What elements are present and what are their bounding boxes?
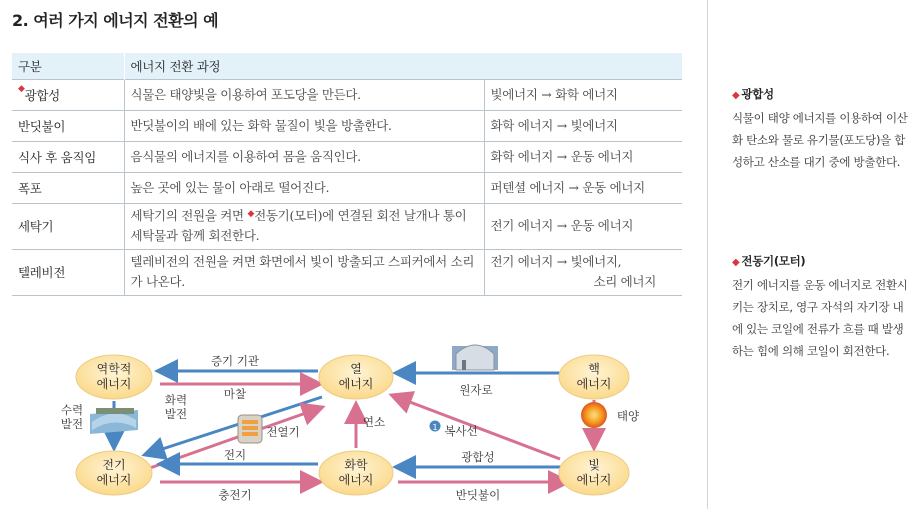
row-conversion-line2: 소리 에너지 <box>593 274 656 289</box>
label-thermal-plant-2: 발전 <box>164 407 188 421</box>
label-thermal-plant-1: 화력 <box>164 393 188 407</box>
row-process-marked: 전동기(모터)에 연결된 회전 날개나 통이 세탁물과 함께 회전한다. <box>130 208 467 243</box>
row-name: 세탁기 <box>12 203 124 249</box>
label-combustion: 연소 <box>362 415 386 429</box>
svg-text:에너지: 에너지 <box>96 377 132 391</box>
note-title: ◆ 광합성 <box>732 87 774 101</box>
label-firefly: 반딧불이 <box>455 488 501 502</box>
node-electric-energy <box>76 451 152 495</box>
table-row <box>12 249 682 295</box>
reactor-illustration <box>452 345 498 370</box>
node-heat-energy <box>319 355 393 399</box>
svg-text:에너지: 에너지 <box>338 377 374 391</box>
row-name-cell <box>12 79 124 110</box>
label-nuclear-reactor: 원자로 <box>459 383 493 397</box>
heater-illustration <box>238 415 262 443</box>
label-radiation: 복사선 <box>444 424 478 438</box>
note-title: ◆ 전동기(모터) <box>732 254 806 268</box>
header-process: 에너지 전환 과정 <box>124 53 682 79</box>
row-conversion-cell <box>484 249 682 295</box>
table-row <box>12 172 682 203</box>
row-name: 광합성 <box>24 87 60 103</box>
svg-text:열: 열 <box>350 362 362 376</box>
note-body: 전기 에너지를 운동 에너지로 전환시키는 장치로, 영구 자석의 자기장 내에 있는 코일에 전류가 흐를 때 발생하는 힘에 의해 코일이 회전한다. <box>732 278 908 358</box>
page-title: 2. 여러 가지 에너지 전환의 예 <box>12 11 219 30</box>
svg-text:에너지: 에너지 <box>338 473 374 487</box>
energy-conversion-diagram <box>0 322 707 509</box>
node-mechanical-energy <box>76 355 152 399</box>
row-name: 텔레비전 <box>12 249 124 295</box>
header-category: 구분 <box>12 53 124 79</box>
table-row <box>12 203 682 249</box>
marker-icon: ◆ <box>18 83 25 94</box>
label-sun: 태양 <box>616 409 640 423</box>
sun-illustration <box>581 402 607 428</box>
row-process: 음식물의 에너지를 이용하여 몸을 움직인다. <box>124 141 484 172</box>
note-body: 식물이 태양 에너지를 이용하여 이산화 탄소와 물로 유기물(포도당)을 합성하고 산소를 대기 중에 방출한다. <box>732 111 908 169</box>
row-conversion: 빛에너지 → 화학 에너지 <box>484 79 682 110</box>
row-conversion: 화학 에너지 → 운동 에너지 <box>484 141 682 172</box>
row-process: 높은 곳에 있는 물이 아래로 떨어진다. <box>124 172 484 203</box>
row-name: 폭포 <box>12 172 124 203</box>
energy-conversion-table <box>12 53 682 296</box>
note-photosynthesis <box>732 83 912 173</box>
diamond-icon: ◆ <box>732 257 740 268</box>
label-heater: 전열기 <box>266 425 300 439</box>
label-steam-engine: 증기 기관 <box>210 354 260 368</box>
row-name: 식사 후 움직임 <box>12 141 124 172</box>
label-hydro-plant-2: 발전 <box>60 417 84 431</box>
row-name: 반딧불이 <box>12 110 124 141</box>
marker-icon: ◆ <box>247 209 255 219</box>
column-divider <box>707 0 708 509</box>
svg-text:화학: 화학 <box>344 458 368 472</box>
table-header-row <box>12 53 682 79</box>
row-process: 식물은 태양빛을 이용하여 포도당을 만든다. <box>124 79 484 110</box>
row-process-cell <box>124 203 484 249</box>
svg-text:핵: 핵 <box>588 362 600 376</box>
dam-illustration <box>90 408 138 434</box>
table-row <box>12 79 682 110</box>
label-hydro-plant-1: 수력 <box>60 403 84 417</box>
label-photosynthesis: 광합성 <box>461 450 495 464</box>
svg-text:역학적: 역학적 <box>96 362 132 376</box>
svg-text:에너지: 에너지 <box>96 473 132 487</box>
row-conversion: 화학 에너지 → 빛에너지 <box>484 110 682 141</box>
row-conversion-line1: 전기 에너지 → 빛에너지, <box>490 254 622 269</box>
node-nuclear-energy <box>559 355 629 399</box>
node-chemical-energy <box>319 451 393 495</box>
svg-text:에너지: 에너지 <box>576 377 612 391</box>
svg-text:빛: 빛 <box>588 458 600 472</box>
label-charger: 충전기 <box>218 488 252 502</box>
note-motor <box>732 250 912 362</box>
footnote-number: 1 <box>432 423 438 432</box>
row-process: 반딧불이의 배에 있는 화학 물질이 빛을 방출한다. <box>124 110 484 141</box>
row-conversion: 전기 에너지 → 운동 에너지 <box>484 203 682 249</box>
svg-text:전기: 전기 <box>102 458 126 472</box>
table-row <box>12 141 682 172</box>
label-battery: 전지 <box>223 448 247 462</box>
diamond-icon: ◆ <box>732 90 740 101</box>
row-process: 텔레비전의 전원을 켜면 화면에서 빛이 방출되고 스피커에서 소리가 나온다. <box>124 249 484 295</box>
row-conversion: 퍼텐셜 에너지 → 운동 에너지 <box>484 172 682 203</box>
svg-text:에너지: 에너지 <box>576 473 612 487</box>
label-friction: 마찰 <box>223 387 247 401</box>
table-row <box>12 110 682 141</box>
node-light-energy <box>559 451 629 495</box>
row-process-pre: 세탁기의 전원을 켜면 <box>130 208 248 223</box>
